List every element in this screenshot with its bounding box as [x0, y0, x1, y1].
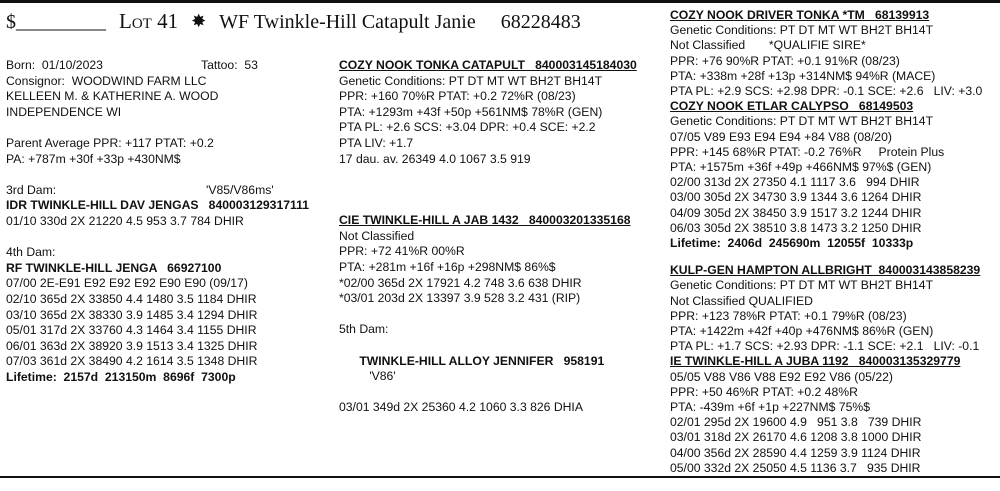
animal-name: WF Twinkle-Hill Catapult Janie — [219, 11, 476, 33]
right-column — [670, 8, 996, 476]
dam4-record: 07/03 361d 2X 38490 4.2 1614 3.5 1348 DHIR — [6, 354, 258, 369]
middle-column — [339, 58, 659, 416]
sire-dam-name: COZY NOOK ETLAR CALYPSO 68149503 — [670, 99, 914, 114]
consignor: Consignor: WOODWIND FARM LLC — [6, 73, 207, 88]
dam-sire-line: Genetic Conditions: PT DT MT WT BH2T BH14T — [670, 278, 934, 293]
sire-line: 17 dau. av. 26349 4.0 1067 3.5 919 — [339, 151, 531, 166]
sire-dam-line: 02/00 313d 2X 27350 4.1 1117 3.6 994 DHIR — [670, 175, 920, 190]
dam-dam-name: IE TWINKLE-HILL A JUBA 1192 840003135329779 — [670, 354, 961, 369]
sire-line: Genetic Conditions: PT DT MT WT BH2T BH14T — [339, 73, 603, 88]
dam3-name: IDR TWINKLE-HILL DAV JENGAS 840003129317111 — [6, 198, 310, 213]
sire-sire-line: PTA: +338m +28f +13p +314NM$ 94%R (MACE) — [670, 68, 936, 83]
dam-dam-line: 02/01 295d 2X 19600 4.9 951 3.8 739 DHIR — [670, 415, 922, 430]
sire-line: PPR: +160 70%R PTAT: +0.2 72%R (08/23) — [339, 89, 576, 104]
sire-dam-line: 03/00 305d 2X 34730 3.9 1344 3.6 1264 DHIR — [670, 190, 922, 205]
sire-sire-line: Genetic Conditions: PT DT MT WT BH2T BH14T — [670, 23, 934, 38]
dam-dam-line: 05/05 V88 V86 V88 E92 E92 V86 (05/22) — [670, 369, 893, 384]
sire-dam-line: 07/05 V89 E93 E94 E94 +84 V88 (08/20) — [670, 129, 892, 144]
dam5-score: 'V86' — [369, 369, 396, 384]
dam3-record: 01/10 330d 2X 21220 4.5 953 3.7 784 DHIR — [6, 213, 244, 228]
sire-dam-line: 06/03 305d 2X 38510 3.8 1473 3.2 1250 DHIR — [670, 220, 922, 235]
owners: KELLEEN M. & KATHERINE A. WOOD — [6, 89, 219, 104]
dam-dam-line: 05/00 332d 2X 25050 4.5 1136 3.7 935 DHIR — [670, 460, 921, 475]
sire-line: PTA PL: +2.6 SCS: +3.04 DPR: +0.4 SCE: +2.2 — [339, 120, 596, 135]
dam5-record: 03/01 349d 2X 25360 4.2 1060 3.3 826 DHIA — [339, 400, 583, 415]
dam4-classification: 07/00 2E-E91 E92 E92 E92 E90 E90 (09/17) — [6, 276, 248, 291]
dam-line: PPR: +72 41%R 00%R — [339, 244, 465, 259]
sire-dam-line: PTA: +1575m +36f +49p +466NM$ 97%$ (GEN) — [670, 160, 932, 175]
price-blank: $_________ — [6, 11, 106, 33]
sire-sire-line: Not Classified *QUALIFIE SIRE* — [670, 38, 866, 53]
dam3-score: 'V85/V86ms' — [206, 182, 274, 197]
dam-dam-line: PPR: +50 46%R PTAT: +0.2 48%R — [670, 384, 858, 399]
lot-header — [6, 6, 666, 36]
sire-sire-name: COZY NOOK DRIVER TONKA *TM 68139913 — [670, 8, 930, 22]
sire-line: PTA: +1293m +43f +50p +561NM$ 78%R (GEN) — [339, 104, 603, 119]
dam4-record: 02/10 365d 2X 33850 4.4 1480 3.5 1184 DHIR — [6, 291, 257, 306]
top-rule — [0, 0, 1000, 3]
sire-sire-line: PTA PL: +2.9 SCS: +2.98 DPR: -0.1 SCE: +2.6 LIV: +3.0 — [670, 84, 983, 99]
sire-dam-line: 04/09 305d 2X 38450 3.9 1517 3.2 1244 DHIR — [670, 205, 922, 220]
location: INDEPENDENCE WI — [6, 104, 122, 119]
dam-sire-line: Not Classified QUALIFIED — [670, 293, 813, 308]
born-date: Born: 01/10/2023 — [6, 58, 103, 72]
dam-sire-line: PTA PL: +1.7 SCS: +2.93 DPR: -1.1 SCE: +2.1 LIV: -0.1 — [670, 339, 980, 354]
dam-line: Not Classified — [339, 228, 415, 243]
dam-sire-line: PTA: +1422m +42f +40p +476NM$ 86%R (GEN) — [670, 324, 934, 339]
dam4-record: 06/01 363d 2X 38920 3.9 1513 3.4 1325 DHIR — [6, 338, 258, 353]
dam-line: *03/01 203d 2X 13397 3.9 528 3.2 431 (RIP) — [339, 291, 581, 306]
dam4-label: 4th Dam: — [6, 245, 56, 260]
dam-sire-line: PPR: +123 78%R PTAT: +0.1 79%R (08/23) — [670, 308, 907, 323]
bottom-rule — [0, 476, 1000, 478]
dam-dam-line: PTA: -439m +6f +1p +227NM$ 75%$ — [670, 400, 870, 415]
lot-number: Lot 41 — [119, 9, 179, 33]
tattoo: Tattoo: 53 — [201, 58, 258, 72]
star-icon: ✸ — [191, 11, 207, 31]
dam5-label: 5th Dam: — [339, 322, 389, 337]
parent-average: Parent Average PPR: +117 PTAT: +0.2 — [6, 135, 214, 150]
dam4-record: 03/10 365d 2X 38330 3.9 1485 3.4 1294 DHIR — [6, 307, 258, 322]
sire-dam-line: PPR: +145 68%R PTAT: -0.2 76%R Protein Plus — [670, 144, 945, 159]
dam4-record: 05/01 317d 2X 33760 4.3 1464 3.4 1155 DHIR — [6, 323, 257, 338]
dam-sire-name: KULP-GEN HAMPTON ALLBRIGHT 840003143858239 — [670, 263, 981, 278]
dam3-label: 3rd Dam: — [6, 182, 57, 197]
dam5-name: TWINKLE-HILL ALLOY JENNIFER 958191 — [359, 353, 605, 368]
dam4-name: RF TWINKLE-HILL JENGA 66927100 — [6, 260, 222, 275]
sire-dam-lifetime: Lifetime: 2406d 245690m 12055f 10333p — [670, 236, 914, 251]
registration-number: 68228483 — [500, 11, 581, 33]
sire-name: COZY NOOK TONKA CATAPULT 840003145184030 — [339, 58, 637, 72]
dam4-lifetime: Lifetime: 2157d 213150m 8696f 7300p — [6, 369, 236, 384]
dam-dam-line: 04/00 356d 2X 28590 4.4 1259 3.9 1124 DHIR — [670, 445, 921, 460]
dam-dam-line: 03/01 318d 2X 26170 4.6 1208 3.8 1000 DHIR — [670, 430, 922, 445]
sire-line: PTA LIV: +1.7 — [339, 135, 414, 150]
sire-sire-line: PPR: +76 90%R PTAT: +0.1 91%R (08/23) — [670, 53, 900, 68]
parent-average-pta: PA: +787m +30f +33p +430NM$ — [6, 151, 181, 166]
dam-name: CIE TWINKLE-HILL A JAB 1432 840003201335168 — [339, 213, 631, 228]
dam-line: PTA: +281m +16f +16p +298NM$ 86%$ — [339, 259, 556, 274]
dam-line: *02/00 365d 2X 17921 4.2 748 3.6 638 DHIR — [339, 275, 582, 290]
left-column — [6, 58, 326, 385]
sire-dam-line: Genetic Conditions: PT DT MT WT BH2T BH14T — [670, 114, 934, 129]
